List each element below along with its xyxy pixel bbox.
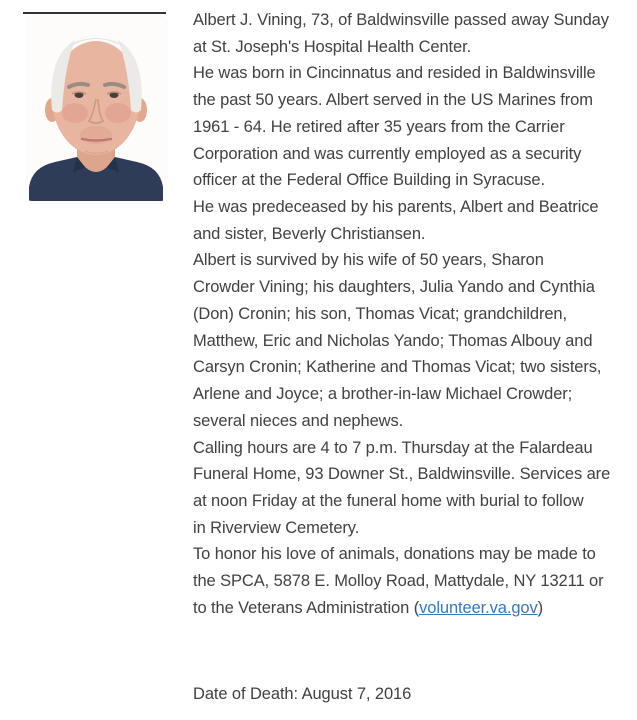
- obituary-line: Crowder Vining; his daughters, Julia Yando and Cynthia: [193, 278, 595, 297]
- obituary-line: He was born in Cincinnatus and resided in Baldwinsville: [193, 64, 596, 83]
- obituary-line: Calling hours are 4 to 7 p.m. Thursday at the Falardeau: [193, 438, 593, 457]
- obituary-line: several nieces and nephews.: [193, 411, 404, 430]
- obituary-line: Matthew, Eric and Nicholas Yando; Thomas Albouy and: [193, 331, 593, 350]
- obituary-line: officer at the Federal Office Building in Syracuse.: [193, 171, 545, 190]
- obituary-line: the SPCA, 5878 E. Molloy Road, Mattydale, NY 13211 or: [193, 572, 604, 591]
- obituary-line: He was predeceased by his parents, Albert and Beatrice: [193, 198, 599, 217]
- obituary-line: Funeral Home, 93 Downer St., Baldwinsville. Services are: [193, 465, 611, 484]
- obituary-line: Carsyn Cronin; Katherine and Thomas Vicat; two sisters,: [193, 358, 602, 377]
- link-line-pre-text: to the Veterans Administration (: [193, 598, 420, 617]
- date-of-death: Date of Death: August 7, 2016: [193, 684, 412, 703]
- obituary-line: To honor his love of animals, donations may be made to: [193, 545, 596, 564]
- obituary-line: in Riverview Cemetery.: [193, 518, 360, 537]
- obituary-content: [193, 7, 631, 707]
- portrait-illustration: [25, 15, 168, 201]
- obituary-line: Corporation and was currently employed as a security: [193, 144, 582, 163]
- obituary-line: Albert J. Vining, 73, of Baldwinsville passed away Sunday: [193, 11, 609, 29]
- obituary-line: the past 50 years. Albert served in the US Marines from: [193, 91, 593, 110]
- obituary-line: Albert is survived by his wife of 50 years, Sharon: [193, 251, 544, 270]
- obituary-line: Arlene and Joyce; a brother-in-law Michael Crowder;: [193, 385, 573, 404]
- photo-top-rule: [23, 12, 166, 14]
- obituary-line: 1961 - 64. He retired after 35 years from the Carrier: [193, 117, 565, 136]
- obituary-line: [193, 595, 631, 622]
- portrait-photo: [25, 15, 168, 201]
- obituary-line: at noon Friday at the funeral home with burial to follow: [193, 491, 584, 510]
- obituary-line: and sister, Beverly Christiansen.: [193, 224, 426, 243]
- obituary-line: at St. Joseph's Hospital Health Center.: [193, 37, 472, 56]
- obituary-line: (Don) Cronin; his son, Thomas Vicat; grandchildren,: [193, 304, 567, 323]
- volunteer-va-gov-link[interactable]: volunteer.va.gov: [419, 598, 538, 617]
- obituary-text: [193, 7, 631, 622]
- link-line-post-text: ): [537, 598, 544, 617]
